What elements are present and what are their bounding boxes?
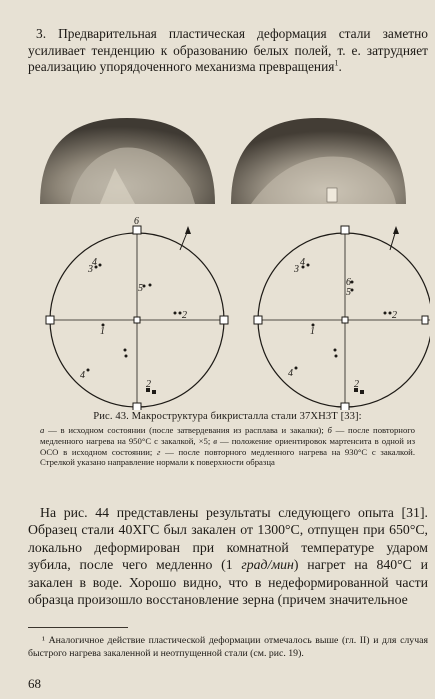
figure-caption-notes	[40, 425, 415, 468]
stereographic-projections	[30, 210, 430, 410]
caption-a-label: а	[40, 425, 45, 435]
macrostructure-photo-b	[231, 118, 406, 204]
label-3r: 3	[294, 264, 299, 275]
label-4b: 4	[80, 370, 85, 381]
intro-paragraph	[28, 26, 428, 76]
label-1r: 1	[310, 326, 315, 337]
body-italic-unit: град/мин	[241, 557, 294, 573]
label-2b: 2	[146, 379, 151, 390]
footnote-mark: 1	[334, 58, 339, 68]
page-number: 68	[28, 676, 41, 691]
label-4br: 4	[288, 368, 293, 379]
label-4: 4	[92, 257, 97, 268]
label-2br: 2	[354, 379, 359, 390]
label-4r: 4	[300, 257, 305, 268]
projection-right	[254, 226, 430, 410]
intro-text: 3. Предварительная пластическая деформация стали заметно усиливает тенденцию к образованию белых полей, т. е. затрудняет реализацию упорядоченного механизма превращения	[28, 26, 428, 75]
caption-b-label: б	[327, 425, 332, 435]
body-text-2: ) нагрет на 840°C и закален в воде. Хорошо видно, что в недеформированной части образца произошло восстановление зерна (причем значительное	[28, 557, 428, 608]
label-2r: 2	[392, 310, 397, 321]
label-3: 3	[88, 264, 93, 275]
caption-c-label: в	[213, 435, 218, 446]
label-6: 6	[134, 216, 139, 227]
body-paragraph	[28, 504, 428, 608]
macrostructure-photo-a	[40, 118, 215, 204]
footnote: ¹ Аналогичное действие пластической деформации отмечалось выше (гл. II) и для случая быстрого нагрева закаленной и неотпущенной стали (см. рис. 19).	[28, 635, 428, 659]
caption-b-text: — после повторного медленного нагрева на 950°C с закалкой, ×5;	[40, 425, 415, 446]
label-5r: 5	[346, 287, 351, 298]
figure-caption: Рис. 43. Макроструктура бикристалла стали 37ХН3Т [33]:	[93, 411, 362, 422]
intro-end: .	[338, 59, 342, 75]
caption-a-text: — в исходном состоянии (после затвердевания из расплава и закалки);	[44, 425, 328, 435]
label-1: 1	[100, 326, 105, 337]
label-6r: 6	[346, 277, 351, 288]
caption-d-text: — после повторного медленного нагрева на 930°C с закалкой. Стрелкой указано направление нормали к поверхности образца	[40, 446, 416, 468]
caption-c-text: — положение ориентировок мартенсита в одной из ОСО в исходном состоянии;	[40, 435, 416, 457]
body-text-1: На рис. 44 представлены результаты следующего опыта [31]. Образец стали 40ХГС был закален от 1300°C, отпущен при 650°C, локально деформирован при комнатной температуре ударом зубила, после чего медленно (1	[28, 505, 428, 573]
caption-d-label: г	[157, 446, 161, 457]
label-2: 2	[182, 310, 187, 321]
footnote-divider	[28, 627, 128, 628]
projection-left	[46, 216, 228, 410]
label-5: 5	[138, 283, 143, 294]
